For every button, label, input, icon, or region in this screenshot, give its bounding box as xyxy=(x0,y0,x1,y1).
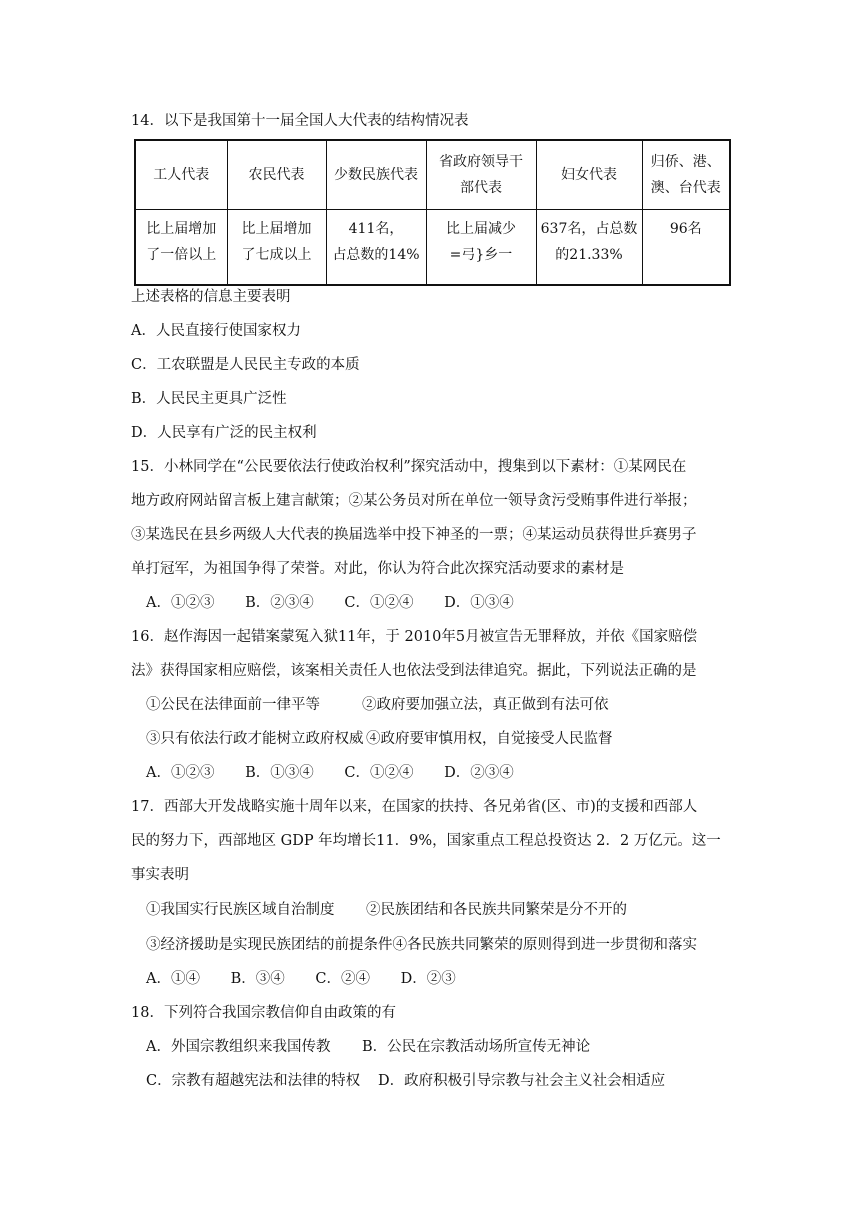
q16-options xyxy=(146,763,540,783)
table-cell: 比上届减少 =弓}乡一 xyxy=(426,210,536,286)
q14-title: 14．以下是我国第十一届全国人大代表的结构情况表 xyxy=(131,113,469,129)
table-cell: 96名 xyxy=(642,210,730,286)
q17-statement: ②民族团结和各民族共同繁荣是分不开的 xyxy=(366,902,627,918)
q14-option-d: D．人民享有广泛的民主权利 xyxy=(131,425,317,441)
q16-option-c: C．①②④ xyxy=(344,765,414,781)
table-header-row xyxy=(135,140,730,210)
q18-title: 18．下列符合我国宗教信仰自由政策的有 xyxy=(131,1005,396,1021)
q18-options xyxy=(146,1037,590,1057)
q17-line: 17．西部大开发战略实施十周年以来，在国家的扶持、各兄弟省(区、市)的支援和西部人 xyxy=(131,799,698,815)
q14-stem: 上述表格的信息主要表明 xyxy=(131,289,291,305)
q17-statement: ④各民族共同繁荣的原则得到进一步贯彻和落实 xyxy=(392,937,697,953)
q17-line: 事实表明 xyxy=(131,867,189,883)
q18-option-b: B．公民在宗教活动场所宣传无神论 xyxy=(362,1039,591,1055)
q14-option-b: B．人民民主更具广泛性 xyxy=(131,391,287,407)
q16-statement: ④政府要审慎用权，自觉接受人民监督 xyxy=(366,731,613,747)
q17-statements xyxy=(146,900,627,920)
q16-statement: ②政府要加强立法，真正做到有法可依 xyxy=(362,697,609,713)
q18-option-c: C．宗教有超越宪法和法律的特权 xyxy=(146,1073,361,1089)
table-header-cell: 农民代表 xyxy=(227,140,326,210)
q15-line: ③某选民在县乡两级人大代表的换届选举中投下神圣的一票；④某运动员获得世乒赛男子 xyxy=(131,527,697,543)
q17-statement: ③经济援助是实现民族团结的前提条件 xyxy=(146,937,393,953)
q15-line: 单打冠军，为祖国争得了荣誉。对此，你认为符合此次探究活动要求的素材是 xyxy=(131,561,624,577)
q16-statements xyxy=(146,695,609,715)
table-row xyxy=(135,210,730,286)
q18-option-a: A．外国宗教组织来我国传教 xyxy=(146,1039,331,1055)
q14-option-c: C．工农联盟是人民民主专政的本质 xyxy=(131,357,360,373)
table-header-cell: 妇女代表 xyxy=(536,140,642,210)
q15-option-c: C．①②④ xyxy=(344,595,414,611)
q17-option-d: D．②③ xyxy=(400,971,456,987)
q17-option-a: A．①④ xyxy=(146,971,200,987)
table-header-cell: 工人代表 xyxy=(135,140,227,210)
q14-option-a: A．人民直接行使国家权力 xyxy=(131,323,301,339)
q15-line: 15．小林同学在“公民要依法行使政治权利”探究活动中，搜集到以下素材：①某网民在 xyxy=(131,459,687,475)
q17-options xyxy=(146,969,482,989)
table-cell: 411名， 占总数的14% xyxy=(326,210,426,286)
q17-line: 民的努力下，西部地区 GDP 年均增长11．9%，国家重点工程总投资达 2．2 万亿元。这一 xyxy=(131,833,721,849)
q16-statement: ③只有依法行政才能树立政府权威 xyxy=(146,731,364,747)
q16-option-a: A．①②③ xyxy=(146,765,215,781)
table-cell: 比上届增加 了一倍以上 xyxy=(135,210,227,286)
q17-statement: ①我国实行民族区域自治制度 xyxy=(146,902,335,918)
table-cell: 比上届增加 了七成以上 xyxy=(227,210,326,286)
q18-option-d: D．政府积极引导宗教与社会主义社会相适应 xyxy=(378,1073,666,1089)
q17-statements xyxy=(146,935,697,955)
table-header-cell: 归侨、港、 澳、台代表 xyxy=(642,140,730,210)
q17-option-c: C．②④ xyxy=(315,971,370,987)
q16-statements xyxy=(146,729,613,749)
q16-option-b: B．①③④ xyxy=(245,765,314,781)
q16-statement: ①公民在法律面前一律平等 xyxy=(146,697,320,713)
q15-option-b: B．②③④ xyxy=(245,595,314,611)
q16-line: 16．赵作海因一起错案蒙冤入狱11年，于 2010年5月被宣告无罪释放，并依《国家赔偿 xyxy=(131,629,698,645)
q15-option-d: D．①③④ xyxy=(444,595,514,611)
table-header-cell: 省政府领导干 部代表 xyxy=(426,140,536,210)
table-header-cell: 少数民族代表 xyxy=(326,140,426,210)
q16-option-d: D．②③④ xyxy=(444,765,514,781)
q15-option-a: A．①②③ xyxy=(146,595,215,611)
q16-line: 法》获得国家相应赔偿，该案相关责任人也依法受到法律追究。据此，下列说法正确的是 xyxy=(131,663,697,679)
q17-option-b: B．③④ xyxy=(230,971,285,987)
representatives-table xyxy=(134,139,731,286)
q15-options xyxy=(146,593,540,613)
q15-line: 地方政府网站留言板上建言献策；②某公务员对所在单位一领导贪污受贿事件进行举报； xyxy=(131,493,697,509)
table-cell: 637名，占总数 的21.33% xyxy=(536,210,642,286)
q18-options xyxy=(146,1071,665,1091)
